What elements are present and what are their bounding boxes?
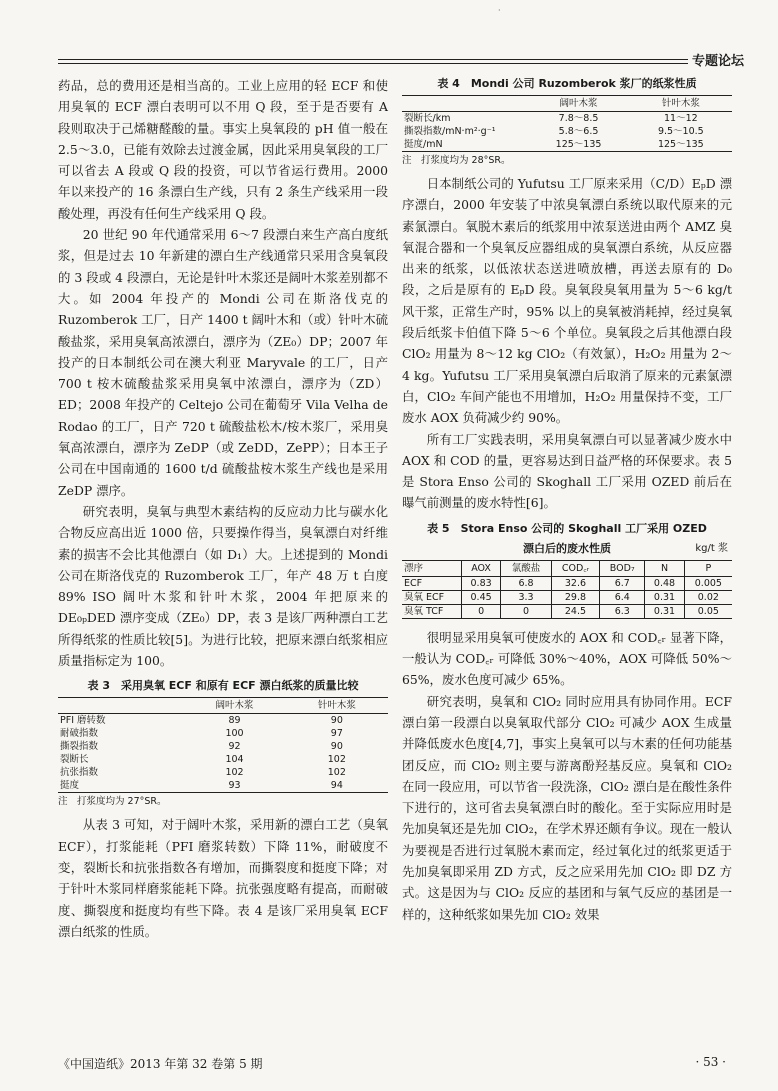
table3-cell: 93 (183, 779, 285, 793)
table4-cell: 9.5～10.5 (657, 126, 704, 137)
table4-cell: 7.8～8.5 (558, 113, 599, 124)
table4-cell: 裂断长/km (404, 113, 451, 124)
table4-header-2: 针叶木浆 (630, 96, 732, 112)
table5-cell: 3.3 (501, 590, 551, 604)
table5-cell: 32.6 (551, 576, 599, 590)
right-column (402, 75, 732, 925)
table4-header-1: 阔叶木浆 (527, 96, 629, 112)
table3-cell: 89 (228, 715, 241, 727)
table-row (402, 138, 732, 152)
left-column (58, 75, 388, 942)
table5-title-text: 漂白后的废水性质 (523, 541, 611, 555)
table-row (58, 740, 388, 753)
table5-cell: 24.5 (551, 604, 599, 618)
table4-cell: 挺度/mN (402, 138, 527, 152)
table5 (402, 560, 732, 619)
table-row (402, 604, 732, 618)
table5-header-4: BOD₇ (600, 560, 645, 576)
left-paragraph-4: 从表 3 可知，对于阔叶木浆，采用新的漂白工艺（臭氧 ECF），打浆能耗（PFI 磨浆转数）下降 11%，耐破度不变，裂断长和抗张指数各有增加，而撕裂度和挺度下降；对于针叶木浆同样磨浆能耗下降。抗张强度略有提高，而耐破度、撕裂度和挺度均有些下降。表 4 是该厂采用臭氧 ECF 漂白纸浆的性质。 (58, 817, 388, 939)
left-paragraph-3: 研究表明，臭氧与典型木素结构的反应动力比与碳水化合物反应高出近 1000 倍，只要操作得当，臭氧漂白对纤维素的损害不会比其他漂白（如 D₁）大。上述提到的 Mondi 公司在斯洛伐克的 Ruzomberok 工厂，年产 48 万 t 白度 89% ISO 阔叶木浆和针叶木浆，2004 年把原来的 DE₀ₚDED 漂序变成（ZE₀）DP，表 3 是该厂两种漂白工艺所得纸浆的性质比较[5]。为进行比较，把原来漂白纸浆相应质量指标定为 100。 (58, 503, 388, 669)
table5-cell: 0 (461, 604, 500, 618)
table3-cell: 90 (330, 741, 343, 753)
table4-cell: 11～12 (664, 113, 698, 124)
table5-cell: 0 (501, 604, 551, 618)
table5-cell: 29.8 (551, 590, 599, 604)
table4-header-0 (402, 96, 527, 112)
table3-cell: 102 (327, 767, 346, 779)
table5-header-3: COD꜀ᵣ (551, 560, 599, 576)
table3-cell: 耐破指数 (60, 728, 99, 740)
header-rule-thin (58, 63, 748, 64)
footer-journal: 《中国造纸》2013 年第 32 卷第 5 期 (58, 1057, 263, 1071)
table5-cell: 0.31 (645, 590, 684, 604)
table-row (58, 727, 388, 740)
left-paragraph-1: 药品，总的费用还是相当高的。工业上应用的轻 ECF 和使用臭氧的 ECF 漂白表明可以不用 Q 段，至于是否要有 A 段则取决于己烯糖醛酸的量。事实上臭氧段的 pH 值一般在 2.5～3.0，已能有效除去过渡金属，因此采用臭氧段的工厂可以省去 A 段或 Q 段的投资，可以节省运行费用。2000 年以来投产的 16 条漂白生产线，只有 2 条生产线采用一段酸处理，再没有任何生产线采用 Q 段。 (58, 78, 388, 221)
table-row (58, 779, 388, 793)
table3-header-2: 针叶木浆 (286, 698, 388, 714)
table5-header-0: 漂序 (402, 560, 461, 576)
section-tag: 专题论坛 (688, 50, 748, 69)
right-paragraph-4: 研究表明，臭氧和 ClO₂ 同时应用具有协同作用。ECF 漂白第一段漂白以臭氧取代部分 ClO₂ 可减少 AOX 生成量并降低废水色度[4,7]，事实上臭氧可以与木素的任何功能基团反应，而 ClO₂ 则主要与游离酚羟基反应。臭氧和 ClO₂ 在同一段应用，可以节省一段洗涤，ClO₂ 漂白是在酸性条件下进行的，这可省去臭氧漂白时的酸化。至于实际应用时是先加臭氧还是先加 ClO₂，在学术界还颇有争议。现在一般认为要视是否进行过氧脱木素而定，经过氧化过的纸浆更适于先加臭氧即采用 ZD 方式，反之应采用先加 ClO₂ 即 DZ 方式。这是因为与 ClO₂ 反应的基团和与氧气反应的基团是一样的，这种纸浆如果先加 ClO₂ 效果 (402, 693, 732, 922)
table3-cell: 92 (228, 741, 241, 753)
table5-cell: 6.8 (501, 576, 551, 590)
table5-cell: 0.31 (645, 604, 684, 618)
table3-cell: 94 (286, 779, 388, 793)
table4-cell: 撕裂指数/mN·m²·g⁻¹ (404, 126, 496, 137)
table5-cell: ECF (402, 576, 461, 590)
table3-cell: 抗张指数 (60, 767, 99, 779)
table5-cell: 0.83 (461, 576, 500, 590)
table5-cell: 6.4 (600, 590, 645, 604)
right-paragraph-3: 很明显采用臭氧可使废水的 AOX 和 COD꜀ᵣ 显著下降，一般认为 COD꜀ᵣ 可降低 30%～40%，AOX 可降低 50%～65%，废水色度可减少 65%。 (402, 629, 732, 688)
scan-speck: · (498, 6, 501, 15)
table5-cell: 6.3 (600, 604, 645, 618)
table5-header-6: P (684, 560, 732, 576)
table4 (402, 95, 732, 152)
table5-cell: 0.45 (461, 590, 500, 604)
table5-header-5: N (645, 560, 684, 576)
table3-cell: 挺度 (58, 779, 183, 793)
table3-cell: 104 (225, 754, 244, 766)
table3-cell: 裂断长 (60, 754, 89, 766)
table5-cell: 0.05 (684, 604, 732, 618)
header-rule (58, 59, 748, 60)
table-row (402, 125, 732, 138)
right-paragraph-2: 所有工厂实践表明，采用臭氧漂白可以显著减少废水中 AOX 和 COD 的量，更容易达到日益严格的环保要求。表 5 是 Stora Enso 公司的 Skoghall 工厂采用 OZED 前后在曝气前测量的废水特性[6]。 (402, 431, 732, 511)
table4-cell: 5.8～6.5 (558, 126, 599, 137)
table3-title: 表 3 采用臭氧 ECF 和原有 ECF 漂白纸浆的质量比较 (87, 679, 359, 693)
table3-cell: PFI 磨转数 (60, 715, 106, 727)
table-row (58, 714, 388, 728)
table3-header-0 (58, 698, 183, 714)
table5-title-line2 (402, 540, 732, 558)
table3-cell: 撕裂指数 (60, 741, 99, 753)
table3-cell: 100 (225, 728, 244, 740)
right-paragraph-1: 日本制纸公司的 Yufutsu 工厂原来采用（C/D）EₚD 漂序漂白，2000 年安装了中浓臭氧漂白系统以取代原来的元素氯漂白。氧脱木素后的纸浆用中浓泵送进由两个 AMZ 臭氧混合器和一个臭氧反应器组成的臭氧漂白系统，从反应器出来的纸浆，以低浓状态送进喷放槽，再送去原有的 D₀ 段，之后是原有的 EₚD 段。臭氧段臭氧用量为 5～6 kg/t 风干浆，正常生产时，95% 以上的臭氧被消耗掉，经过臭氧段后纸浆卡伯值下降 5～6 个单位。臭氧段之后其他漂白段 ClO₂ 用量为 8～12 kg ClO₂（有效氯），H₂O₂ 用量为 2～4 kg。Yufutsu 工厂采用臭氧漂白后取消了原来的元素氯漂白，ClO₂ 车间产能也不用增加，H₂O₂ 用量保持不变，工厂废水 AOX 负荷减少约 90%。 (402, 176, 732, 426)
table5-header-2: 氯酸盐 (501, 560, 551, 576)
table-row (402, 112, 732, 126)
table5-cell: 0.005 (684, 576, 732, 590)
table3-cell: 90 (330, 715, 343, 727)
table3-note: 注 打浆度均为 27°SR。 (58, 796, 167, 808)
table5-header-1: AOX (461, 560, 500, 576)
table4-cell: 125～135 (527, 138, 629, 152)
table3-header-1: 阔叶木浆 (183, 698, 285, 714)
table3-cell: 102 (225, 767, 244, 779)
table3-cell: 97 (330, 728, 343, 740)
table5-cell: 臭氧 ECF (402, 590, 461, 604)
table5-cell: 0.48 (645, 576, 684, 590)
table5-cell: 臭氧 TCF (402, 604, 461, 618)
footer-page-number: · 53 · (695, 1055, 726, 1069)
table-row (58, 766, 388, 779)
table-row (402, 576, 732, 590)
table5-unit: kg/t 浆 (695, 542, 728, 554)
table4-title: 表 4 Mondi 公司 Ruzomberok 浆厂的纸浆性质 (437, 77, 697, 90)
table5-title-line1: 表 5 Stora Enso 公司的 Skoghall 工厂采用 OZED (427, 521, 707, 535)
table4-note: 注 打浆度均为 28°SR。 (402, 155, 511, 166)
left-paragraph-2: 20 世纪 90 年代通常采用 6～7 段漂白来生产高白度纸浆，但是过去 10 年新建的漂白生产线通常只采用含臭氧段的 3 段或 4 段漂白，无论是针叶木浆还是阔叶木浆差别都不大。如 2004 年投产的 Mondi 公司在斯洛伐克的 Ruzomberok 工厂，日产 1400 t 阔叶木和（或）针叶木硫酸盐浆，采用臭氧高浓漂白，漂序为（ZE₀）DP；2007 年投产的日本制纸公司在澳大利亚 Maryvale 的工厂，日产 700 t 桉木硫酸盐浆采用臭氧中浓漂白，漂序为（ZD）ED；2008 年投产的 Celtejo 公司在葡萄牙 Vila Velha de Rodao 的工厂，日产 720 t 硫酸盐松木/桉木浆厂，采用臭氧高浓漂白，漂序为 ZeDP（或 ZeDD，ZePP）；日本王子公司在中国南通的 1600 t/d 硫酸盐桉木浆生产线也是采用 ZeDP 漂序。 (58, 227, 388, 498)
table-row (402, 590, 732, 604)
table-row (58, 753, 388, 766)
table3-cell: 102 (327, 754, 346, 766)
table5-cell: 0.02 (684, 590, 732, 604)
table5-cell: 6.7 (600, 576, 645, 590)
table4-cell: 125～135 (630, 138, 732, 152)
table3 (58, 697, 388, 793)
